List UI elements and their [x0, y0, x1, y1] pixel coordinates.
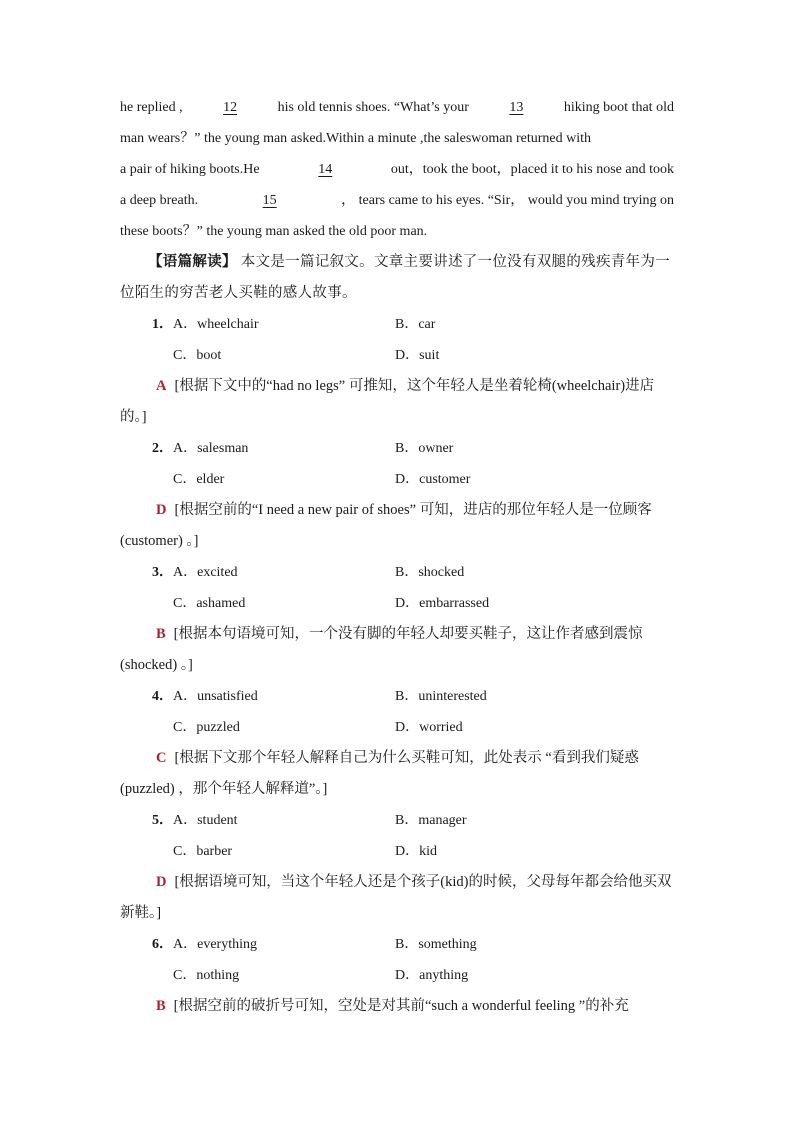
explanation-text: [根据下文中的“had no legs” 可推知，这个年轻人是坐着轮椅(wheelchair)进店的。]: [120, 378, 655, 425]
option-text: C．elder: [173, 472, 225, 487]
question: [120, 681, 674, 805]
blank-14: 14: [318, 162, 333, 177]
passage-text: he replied ,: [120, 100, 183, 115]
option-row: [120, 960, 674, 991]
option-row: [120, 712, 674, 743]
passage-line: [120, 92, 674, 123]
option-c: [152, 836, 395, 867]
option-text: A．salesman: [173, 441, 249, 456]
answer-explanation: [120, 495, 674, 557]
question: [120, 805, 674, 929]
answer-key: C: [156, 750, 167, 766]
option-c: [152, 960, 395, 991]
option-c: [152, 588, 395, 619]
question: [120, 557, 674, 681]
option-a: [152, 309, 395, 340]
option-b: B．uninterested: [395, 689, 487, 704]
question-number: 4．: [152, 689, 173, 704]
option-a: [152, 805, 395, 836]
option-text: A．wheelchair: [173, 317, 259, 332]
answer-key: B: [156, 626, 166, 642]
passage-line: [120, 216, 674, 247]
option-row: [120, 836, 674, 867]
option-a: [152, 929, 395, 960]
passage-line: [120, 154, 674, 185]
option-text: A．unsatisfied: [173, 689, 258, 704]
question-number: 6．: [152, 937, 173, 952]
option-row: [120, 309, 674, 340]
answer-explanation: [120, 371, 674, 433]
option-b: B．manager: [395, 813, 467, 828]
summary-label: 【语篇解读】: [148, 254, 237, 270]
answer-key: D: [156, 502, 167, 518]
answer-explanation: [120, 867, 674, 929]
answer-explanation: [120, 991, 674, 1022]
option-text: A．student: [173, 813, 238, 828]
option-d: D．embarrassed: [395, 596, 490, 611]
option-c: [152, 464, 395, 495]
answer-explanation: [120, 619, 674, 681]
option-a: [152, 681, 395, 712]
explanation-text: [根据空前的破折号可知，空处是对其前“such a wonderful feeling ”的补充: [173, 998, 629, 1014]
option-b: B．owner: [395, 441, 454, 456]
passage-line: [120, 185, 674, 216]
option-text: C．ashamed: [173, 596, 246, 611]
option-row: [120, 464, 674, 495]
explanation-text: [根据语境可知，当这个年轻人还是个孩子(kid)的时候，父母每年都会给他买双新鞋。]: [120, 874, 672, 921]
option-text: A．everything: [173, 937, 257, 952]
option-text: C．puzzled: [173, 720, 240, 735]
option-b: B．shocked: [395, 565, 465, 580]
option-c: [152, 340, 395, 371]
answer-key: D: [156, 874, 167, 890]
explanation-text: [根据空前的“I need a new pair of shoes” 可知，进店的那位年轻人是一位顾客(customer) 。]: [120, 502, 652, 549]
option-d: D．suit: [395, 348, 440, 363]
blank-12: 12: [223, 100, 238, 115]
passage-text: a pair of hiking boots.He: [120, 162, 260, 177]
option-c: [152, 712, 395, 743]
passage-text: man wears？” the young man asked.Within a minute ,the saleswoman returned with: [120, 131, 592, 146]
option-text: C．boot: [173, 348, 222, 363]
question: [120, 433, 674, 557]
option-d: D．customer: [395, 472, 471, 487]
passage-summary: [120, 247, 674, 309]
option-d: D．anything: [395, 968, 469, 983]
explanation-text: [根据本句语境可知，一个没有脚的年轻人却要买鞋子，这让作者感到震惊(shocked) 。]: [120, 626, 643, 673]
question-number: 1．: [152, 317, 173, 332]
option-text: C．nothing: [173, 968, 240, 983]
explanation-text: [根据下文那个年轻人解释自己为什么买鞋可知，此处表示 “看到我们疑惑(puzzled) ，那个年轻人解释道”。]: [120, 750, 639, 797]
passage: [120, 92, 674, 247]
summary-text: 本文是一篇记叙文。文章主要讲述了一位没有双腿的残疾青年为一位陌生的穷苦老人买鞋的感人故事。: [120, 254, 670, 301]
option-row: [120, 433, 674, 464]
option-text: A．excited: [173, 565, 238, 580]
passage-text: these boots？” the young man asked the old poor man.: [120, 224, 428, 239]
answer-explanation: [120, 743, 674, 805]
question-number: 2．: [152, 441, 173, 456]
answer-key: A: [156, 378, 167, 394]
option-row: [120, 805, 674, 836]
passage-text: a deep breath.: [120, 193, 199, 208]
option-row: [120, 929, 674, 960]
option-text: C．barber: [173, 844, 233, 859]
question: [120, 309, 674, 433]
passage-text: ， tears came to his eyes. “Sir， would you mind trying on: [341, 193, 674, 208]
passage-text: his old tennis shoes. “What’s your: [277, 100, 469, 115]
option-b: B．something: [395, 937, 477, 952]
option-d: D．kid: [395, 844, 437, 859]
passage-line: [120, 123, 674, 154]
question-list: [120, 309, 674, 1022]
option-row: [120, 681, 674, 712]
option-row: [120, 340, 674, 371]
question: [120, 929, 674, 1022]
option-b: B．car: [395, 317, 436, 332]
option-a: [152, 557, 395, 588]
passage-text: hiking boot that old: [563, 100, 674, 115]
option-a: [152, 433, 395, 464]
blank-15: 15: [262, 193, 277, 208]
question-number: 5．: [152, 813, 173, 828]
passage-text: out，took the boot，placed it to his nose and took: [390, 162, 674, 177]
document-page: [120, 92, 674, 1022]
answer-key: B: [156, 998, 166, 1014]
option-d: D．worried: [395, 720, 463, 735]
option-row: [120, 557, 674, 588]
option-row: [120, 588, 674, 619]
blank-13: 13: [509, 100, 524, 115]
question-number: 3．: [152, 565, 173, 580]
